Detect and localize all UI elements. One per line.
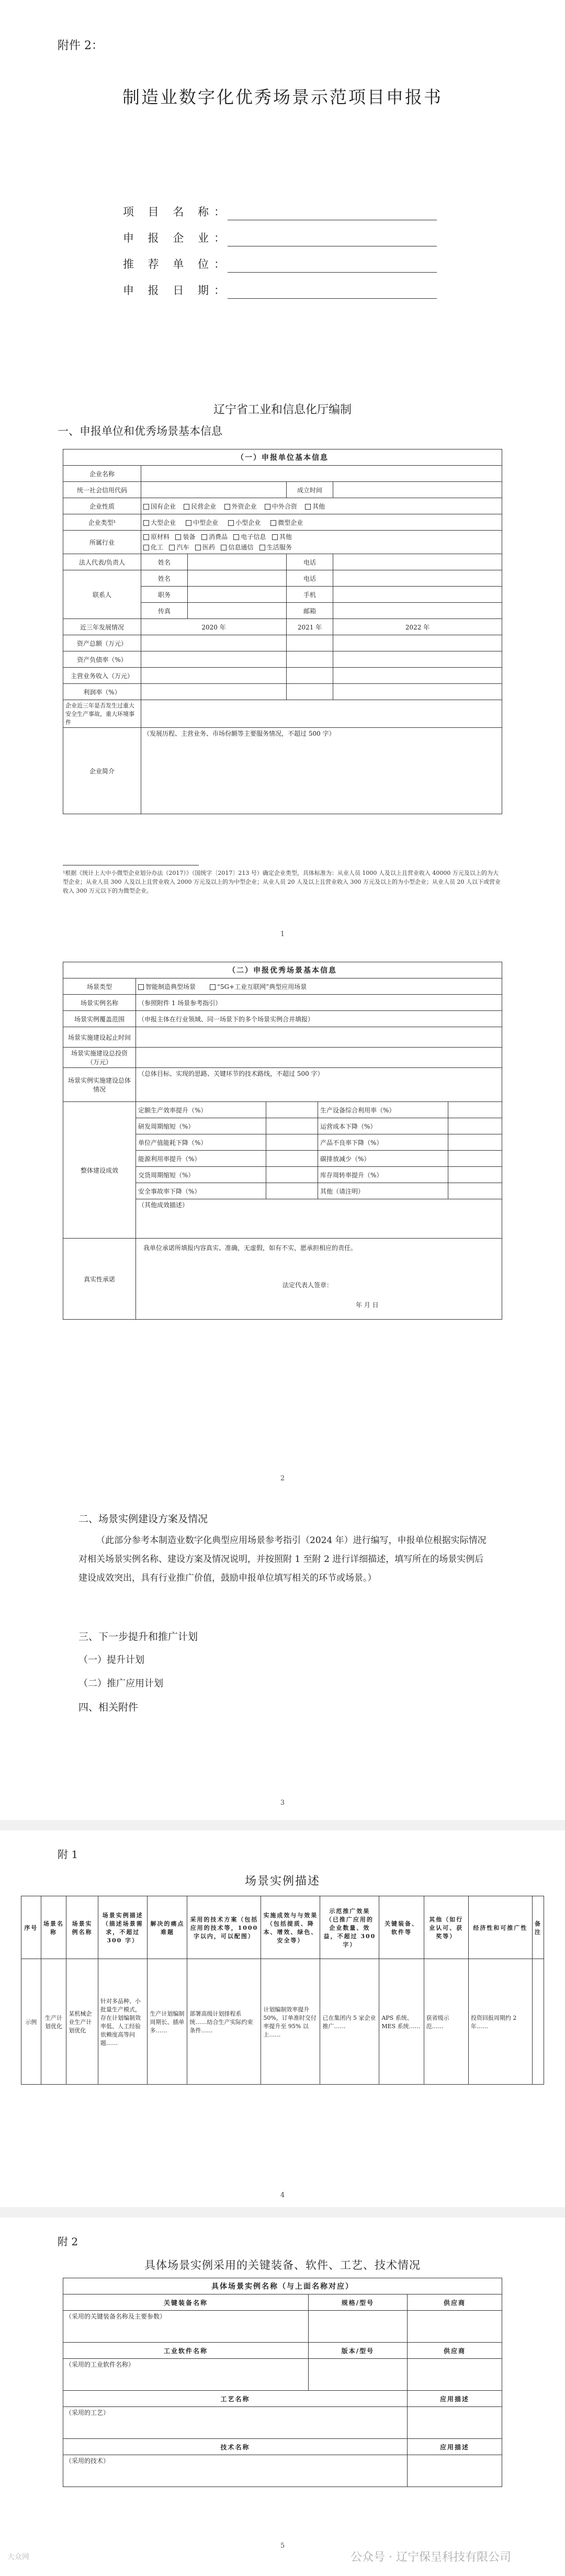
col-header: 其他（如行业认可、获奖等） (424, 1896, 468, 1959)
label-accident: 企业近三年是否发生过重大安全生产事故，重大环境事件 (63, 700, 141, 728)
col-header: 关键装备名称 (63, 2294, 309, 2311)
value-cell[interactable] (408, 2407, 502, 2439)
opt-checkbox[interactable]: 国有企业 (143, 503, 176, 510)
value-cell[interactable] (266, 1151, 318, 1167)
value-cell[interactable] (448, 1183, 502, 1199)
value-cell[interactable] (287, 668, 333, 684)
col-header: 关键装备、软件等 (379, 1896, 424, 1959)
table-caption: 具体场景实例采用的关键装备、软件、工艺、技术情况 (144, 2259, 421, 2271)
page-number: 5 (280, 2542, 285, 2550)
cell: 生产计划优化 (41, 1959, 66, 2085)
hint-cell[interactable]: （采用的工业软件名称） (63, 2359, 309, 2391)
page-4 (0, 1495, 565, 1820)
opt-checkbox[interactable]: 其他 (272, 533, 292, 541)
label-phone: 电话 (287, 554, 333, 570)
page-3 (0, 951, 565, 1495)
effect-item: 库存周转率提升（%） (318, 1167, 448, 1183)
col-header: 解决的痛点难题 (148, 1896, 187, 1959)
section-heading-3: 三、下一步提升和推广计划 (78, 1631, 198, 1643)
page-number: 1 (280, 930, 285, 938)
value-cell[interactable] (333, 668, 502, 684)
value-accident[interactable] (141, 700, 502, 728)
attachment-label: 附件 2： (58, 39, 103, 52)
sub-item-1: （一）提升计划 (78, 1655, 144, 1666)
value-invest-start[interactable] (136, 1027, 502, 1048)
opt-checkbox[interactable]: 智能制造典型场景 (138, 983, 196, 991)
table-title: 具体场景实例名称（与上面名称对应） (63, 2278, 502, 2294)
label-position: 职务 (141, 587, 188, 603)
effect-item: 安全事故率下降（%） (136, 1183, 266, 1199)
year-2022: 2022 年 (333, 619, 502, 635)
col-header: 场景实例描述（描述场景需求，不超过 300 字） (98, 1896, 147, 1959)
effect-item: 运营成本下降（%） (318, 1118, 448, 1134)
page-number: 3 (280, 1799, 285, 1807)
coverage-hint[interactable]: （申报主体在行业领域、同一场景下的多个场景实例合并填报） (136, 1011, 502, 1027)
label-fax: 传真 (141, 603, 188, 619)
effect-hint[interactable]: （其他成效描述） (136, 1199, 502, 1239)
page-number: 4 (280, 2191, 285, 2199)
opt-checkbox[interactable]: 生活服务 (259, 544, 292, 551)
sub-item-2: （二）推广应用计划 (78, 1678, 163, 1689)
value-cell[interactable] (266, 1167, 318, 1183)
sign-label: 法定代表人签章： (282, 1281, 333, 1289)
form-row-recommender (123, 254, 437, 275)
opt-checkbox[interactable]: 消费品 (201, 533, 228, 541)
effect-item: 生产设备综合利用率（%） (318, 1102, 448, 1118)
label-invest-total: 场景实施建设总投资（万元） (63, 1048, 136, 1068)
brief-hint[interactable]: （总体目标、实现的思路、关键环节的技术路线，不超过 500 字） (136, 1068, 502, 1102)
metric-profit: 利润率（%） (63, 684, 141, 700)
opt-checkbox[interactable]: 大型企业 (143, 519, 176, 526)
col-header: 场景实例名称 (66, 1896, 98, 1959)
value-cell[interactable] (333, 651, 502, 668)
value-contact-phone[interactable] (333, 570, 502, 587)
effect-item: 碳排放减少（%） (318, 1151, 448, 1167)
label-scene-type: 场景类型 (63, 978, 136, 995)
watermark-right: 公众号 · 辽宁保呈科技有限公司 (351, 2551, 511, 2564)
cell: APS 系统、MES 系统…… (379, 1959, 424, 2085)
effect-item: 研发周期缩短（%） (136, 1118, 266, 1134)
label-commitment: 真实性承诺 (63, 1239, 136, 1320)
cell: 已在集团内 5 家企业推广…… (320, 1959, 379, 2085)
label-company-name: 企业名称 (63, 466, 141, 482)
page-5 (0, 1830, 565, 2207)
value-cell[interactable] (287, 651, 333, 668)
label-industry: 所属行业 (63, 531, 141, 554)
page-number: 2 (280, 1475, 285, 1482)
col-header: 应用描述 (408, 2391, 502, 2407)
table-caption: 场景实例描述 (244, 1875, 320, 1888)
value-legal-phone[interactable] (333, 554, 502, 570)
value-cell[interactable] (448, 1102, 502, 1118)
label-legal-rep: 法人代表/负责人 (63, 554, 141, 570)
label-contact: 联系人 (63, 570, 141, 619)
hint-cell[interactable]: （采用的关键装备名称及主要参数） (63, 2311, 309, 2343)
effect-item: 交货周期缩短（%） (136, 1167, 266, 1183)
page-gap (0, 2207, 565, 2218)
section-heading-4: 四、相关附件 (78, 1702, 139, 1713)
value-mobile[interactable] (333, 587, 502, 603)
label-phone: 电话 (287, 570, 333, 587)
cell: 某机械企业生产计划优化 (66, 1959, 98, 2085)
metric-assets: 资产总额（万元） (63, 635, 141, 651)
value-cell[interactable] (141, 668, 287, 684)
opt-checkbox[interactable]: 中外合资 (265, 503, 297, 510)
opt-checkbox[interactable]: 其他 (305, 503, 325, 510)
col-header: 应用描述 (408, 2439, 502, 2455)
form-label: 申 报 企 业： (123, 232, 231, 244)
year-2020: 2020 年 (141, 619, 287, 635)
col-header: 场景名称 (41, 1896, 66, 1959)
commitment-text: 我单位承诺所填报内容真实、准确，无虚假，如有不实，愿承担相应的责任。 (143, 1244, 357, 1252)
metric-revenue: 主营业务收入（万元） (63, 668, 141, 684)
value-cell[interactable] (141, 651, 287, 668)
label-mobile: 手机 (287, 587, 333, 603)
opt-checkbox[interactable]: 装备 (175, 533, 195, 541)
value-cell[interactable] (448, 1118, 502, 1134)
value-email[interactable] (333, 603, 502, 619)
fill-line[interactable] (228, 272, 437, 273)
opt-checkbox[interactable]: 电子信息 (233, 533, 266, 541)
col-header: 版本/型号 (309, 2343, 408, 2359)
value-cell[interactable] (448, 1134, 502, 1151)
label-email: 邮箱 (287, 603, 333, 619)
scene-description-table (21, 1896, 544, 2085)
label-established: 成立时间 (287, 482, 333, 498)
opt-checkbox[interactable]: 民营企业 (184, 503, 216, 510)
document-title: 制造业数字化优秀场景示范项目申报书 (122, 87, 443, 107)
label-intro: 企业简介 (63, 728, 141, 814)
opt-checkbox[interactable]: 医药 (195, 544, 215, 551)
value-company-name[interactable] (141, 466, 502, 482)
effect-item: 单位产值能耗下降（%） (136, 1134, 266, 1151)
value-contact-name[interactable] (188, 570, 287, 587)
opt-checkbox[interactable]: 外资企业 (224, 503, 257, 510)
cell: 获省级示范…… (424, 1959, 468, 2085)
value-cell[interactable] (408, 2311, 502, 2343)
industry-options (141, 531, 502, 554)
effect-item: 能源利用率提升（%） (136, 1151, 266, 1167)
col-header: 采用的技术方案（包括应用的技术等，1000 字以内，可以配图） (187, 1896, 261, 1959)
form-label: 推 荐 单 位： (123, 258, 231, 271)
sign-date: 年 月 日 (356, 1301, 379, 1309)
effect-item: 产品不良率下降（%） (318, 1134, 448, 1151)
opt-checkbox[interactable]: 小型企业 (228, 519, 261, 526)
col-header: 工业软件名称 (63, 2343, 309, 2359)
value-cell[interactable] (287, 684, 333, 700)
col-header: 供应商 (408, 2294, 502, 2311)
value-fax[interactable] (188, 603, 287, 619)
value-cell[interactable] (408, 2359, 502, 2391)
value-cell[interactable] (141, 684, 287, 700)
col-header: 实施成效与与效果（包括提质、降本、增效、绿色、安全等） (261, 1896, 320, 1959)
value-cell[interactable] (266, 1102, 318, 1118)
label-scene-name: 场景实例名称 (63, 995, 136, 1011)
col-header: 技术名称 (63, 2439, 408, 2455)
value-cell[interactable] (408, 2455, 502, 2487)
cell: 部署高级计划排程系统……结合生产实际约束条件…… (187, 1959, 261, 2085)
table-title: （二）申报优秀场景基本信息 (63, 962, 502, 978)
metric-debt-ratio: 资产负债率（%） (63, 651, 141, 668)
value-cell[interactable] (333, 635, 502, 651)
hint-cell[interactable]: （采用的技术） (63, 2455, 408, 2487)
label-name: 姓名 (141, 554, 188, 570)
value-cell[interactable] (448, 1151, 502, 1167)
opt-checkbox[interactable]: 汽车 (169, 544, 189, 551)
editor-line: 辽宁省工业和信息化厅编制 (213, 403, 352, 417)
cell: 生产计划编制周期长、插单多…… (148, 1959, 187, 2085)
value-cell[interactable] (309, 2311, 408, 2343)
value-cell[interactable] (141, 635, 287, 651)
value-cell[interactable] (266, 1183, 318, 1199)
label-nature: 企业性质 (63, 498, 141, 514)
opt-checkbox[interactable]: “5G+工业互联网”典型应用场景 (210, 983, 307, 991)
form-row-project-name (123, 201, 437, 222)
value-cell[interactable] (287, 635, 333, 651)
value-credit-code[interactable] (141, 482, 287, 498)
col-header: 备注 (533, 1896, 544, 1959)
value-cell[interactable] (333, 684, 502, 700)
section-heading-2: 二、场景实例建设方案及情况 (78, 1513, 208, 1525)
opt-checkbox[interactable]: 信息通信 (221, 544, 253, 551)
col-header: 示范推广效果（已推广应用的企业数量、效益，不超过 300 字） (320, 1896, 379, 1959)
type-options (141, 514, 502, 531)
form-row-date (123, 280, 437, 301)
form-label: 申 报 日 期： (123, 284, 231, 297)
value-established[interactable] (333, 482, 502, 498)
col-header: 经济性和可推广性 (468, 1896, 532, 1959)
scene-type-options (136, 978, 502, 995)
form-label: 项 目 名 称： (123, 206, 231, 218)
value-cell[interactable] (266, 1134, 318, 1151)
opt-checkbox[interactable]: 中型企业 (186, 519, 218, 526)
col-header: 工艺名称 (63, 2391, 408, 2407)
attachment-label: 附 1 (58, 1848, 78, 1861)
value-legal-name[interactable] (188, 554, 287, 570)
nature-options (141, 498, 502, 514)
page-1 (0, 0, 565, 376)
opt-checkbox[interactable]: 微型企业 (270, 519, 303, 526)
page-6 (0, 2218, 565, 2576)
section-paragraph: （此部分参考本制造业数字化典型应用场景参考指引（2024 年）进行编写，申报单位根据实际情况对相关场景实例名称、建设方案及情况说明，并按照附 1 至附 2 进行详细描述，填写所在的场景实例后建设成效突出，具有行业推广价值，鼓励申报单位填写相关的环节或场景。） (78, 1535, 487, 1583)
commitment-cell (136, 1239, 502, 1320)
opt-checkbox[interactable]: 化工 (143, 544, 163, 551)
attachment-label: 附 2 (58, 2235, 78, 2248)
scene-name-hint[interactable]: （参照附件 1 场景参考指引） (136, 995, 502, 1011)
footnote: ¹根据《统计上大中小微型企业划分办法（2017）》（国统字〔2017〕213 号）确定企业类型，具体标准为：从业人员 1000 人及以上且营业收入 40000 万元及以上的为大型企业；从业人员 300 人及以上且营业收入 2000 万元及以上的为中型企业；从业人员 20 人及以上且营业收入 300 万元及以上的为小型企业；从业人员 20 人以下或营业收入 300 万元以下的为微型企业。 (63, 870, 501, 894)
fill-line[interactable] (228, 298, 437, 299)
label-credit-code: 统一社会信用代码 (63, 482, 141, 498)
effect-item: 其他（请注明） (318, 1183, 448, 1199)
section-heading-1: 一、申报单位和优秀场景基本信息 (58, 425, 222, 437)
form-row-company (123, 228, 437, 249)
opt-checkbox[interactable]: 原材料 (143, 533, 170, 541)
cell: 投资回报周期约 2 年…… (468, 1959, 532, 2085)
page-2 (0, 376, 565, 951)
col-header: 供应商 (408, 2343, 502, 2359)
cell: 计划编制效率提升 50%，订单准时交付率提升至 95% 以上…… (261, 1959, 320, 2085)
label-brief: 场景实例实施建设总体情况 (63, 1068, 136, 1102)
cell: 针对多品种、小批量生产模式，存在计划编制效率低、人工经验依赖度高等问题…… (98, 1959, 147, 2085)
cell (533, 1959, 544, 2085)
label-three-years: 近三年发展情况 (63, 619, 141, 635)
label-invest-start: 场景实施建设起止时间 (63, 1027, 136, 1048)
table-title: （一）申报单位基本信息 (63, 449, 502, 466)
label-effect: 整体建设成效 (63, 1102, 136, 1239)
label-type: 企业类型¹ (63, 514, 141, 531)
equipment-table (63, 2278, 502, 2487)
col-header: 规格/型号 (309, 2294, 408, 2311)
company-info-table (63, 449, 502, 814)
effect-item: 定额生产效率提升（%） (136, 1102, 266, 1118)
value-cell[interactable] (448, 1167, 502, 1183)
value-position[interactable] (188, 587, 287, 603)
label-coverage: 场景实例覆盖范围 (63, 1011, 136, 1027)
value-cell[interactable] (266, 1118, 318, 1134)
hint-cell[interactable]: （采用的工艺） (63, 2407, 408, 2439)
page-gap (0, 1820, 565, 1830)
year-2021: 2021 年 (287, 619, 333, 635)
scene-info-table (63, 962, 502, 1320)
intro-hint[interactable]: （发展历程、主营业务、市场份额等主要服务情况，不超过 500 字） (141, 728, 502, 814)
label-name: 姓名 (141, 570, 188, 587)
col-header: 序号 (21, 1896, 41, 1959)
watermark-left: 大众网 (7, 2553, 29, 2561)
value-cell[interactable] (309, 2359, 408, 2391)
value-invest-total[interactable] (136, 1048, 502, 1068)
cell: 示例 (21, 1959, 41, 2085)
